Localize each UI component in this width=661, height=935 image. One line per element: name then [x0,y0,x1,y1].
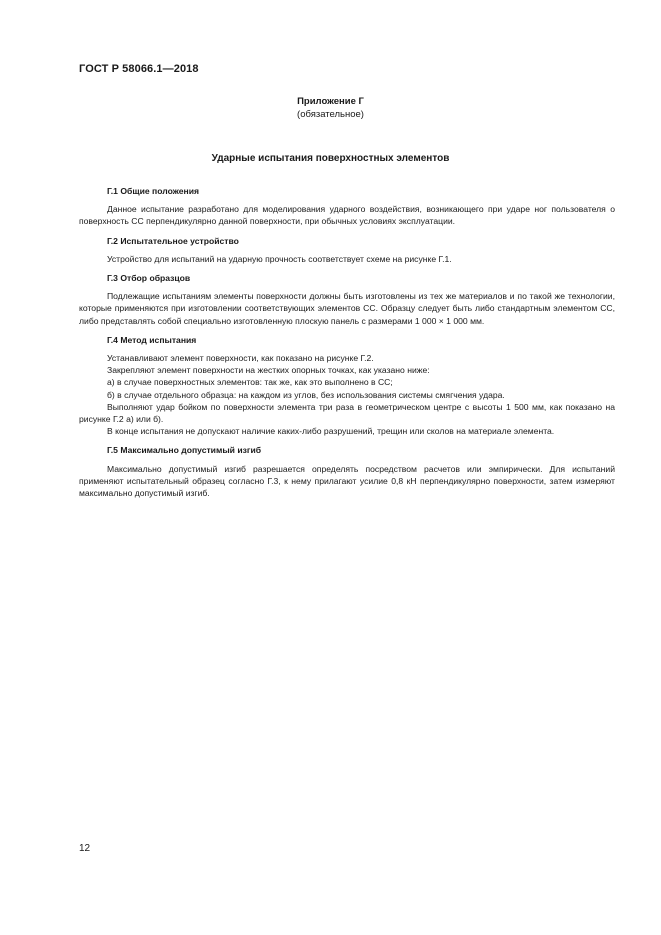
list-item: а) в случае поверхностных элементов: так же, как это выполнено в СС; [107,377,393,388]
section-heading: Г.2 Испытательное устройство [107,235,239,246]
appendix-status: (обязательное) [297,109,364,120]
paragraph: Устройство для испытаний на ударную прочность соответствует схеме на рисунке Г.1. [107,253,452,264]
paragraph: Закрепляют элемент поверхности на жестких опорных точках, как указано ниже: [107,365,430,376]
appendix-title: Приложение Г [297,96,364,107]
section-heading: Г.1 Общие положения [107,186,199,196]
paragraph: Подлежащие испытаниям элементы поверхности должны быть изготовлены из тех же материалов и по такой же технологии, которые применяются при изготовлении соответствующих элементов СС. Образцу следует быть либо стандартным элементом СС, либо представлять собой специально изготовленную плоскую панель с размерами 1 000 × 1 000 мм. [79,291,615,326]
paragraph: Устанавливают элемент поверхности, как показано на рисунке Г.2. [107,353,374,364]
paragraph: Выполняют удар бойком по поверхности элемента три раза в геометрическом центре с высоты 1 500 мм, как показано на рисунке Г.2 а) или б). [79,401,615,425]
section-g3 [79,272,615,327]
section-g5 [79,444,615,499]
list-item: б) в случае отдельного образца: на каждом из углов, без использования системы смягчения удара. [107,389,505,400]
paragraph: Данное испытание разработано для моделирования ударного воздействия, возникающего при ударе ног пользователя о поверхность СС перпендикулярно данной поверхности, при обычных условиях эксплуатации. [79,204,615,227]
document-body [79,185,615,499]
paragraph: Максимально допустимый изгиб разрешается определять посредством расчетов или эмпирически. Для испытаний применяют испытательный образец согласно Г.3, к нему прилагают усилие 0,8 кН перпендикулярно поверхности, затем измеряют максимально допустимый изгиб. [79,463,615,499]
paragraph: В конце испытания не допускают наличие каких-либо разрушений, трещин или сколов на материале элемента. [107,426,555,437]
section-g4 [79,334,615,438]
section-heading: Г.3 Отбор образцов [107,273,191,284]
section-g2 [79,235,615,265]
main-title: Ударные испытания поверхностных элементов [211,153,450,164]
section-heading: Г.4 Метод испытания [107,334,197,345]
document-code: ГОСТ Р 58066.1—2018 [79,63,199,75]
section-g1 [79,185,615,228]
section-heading: Г.5 Максимально допустимый изгиб [107,445,262,456]
appendix-heading [0,95,661,121]
page-number: 12 [79,843,91,854]
